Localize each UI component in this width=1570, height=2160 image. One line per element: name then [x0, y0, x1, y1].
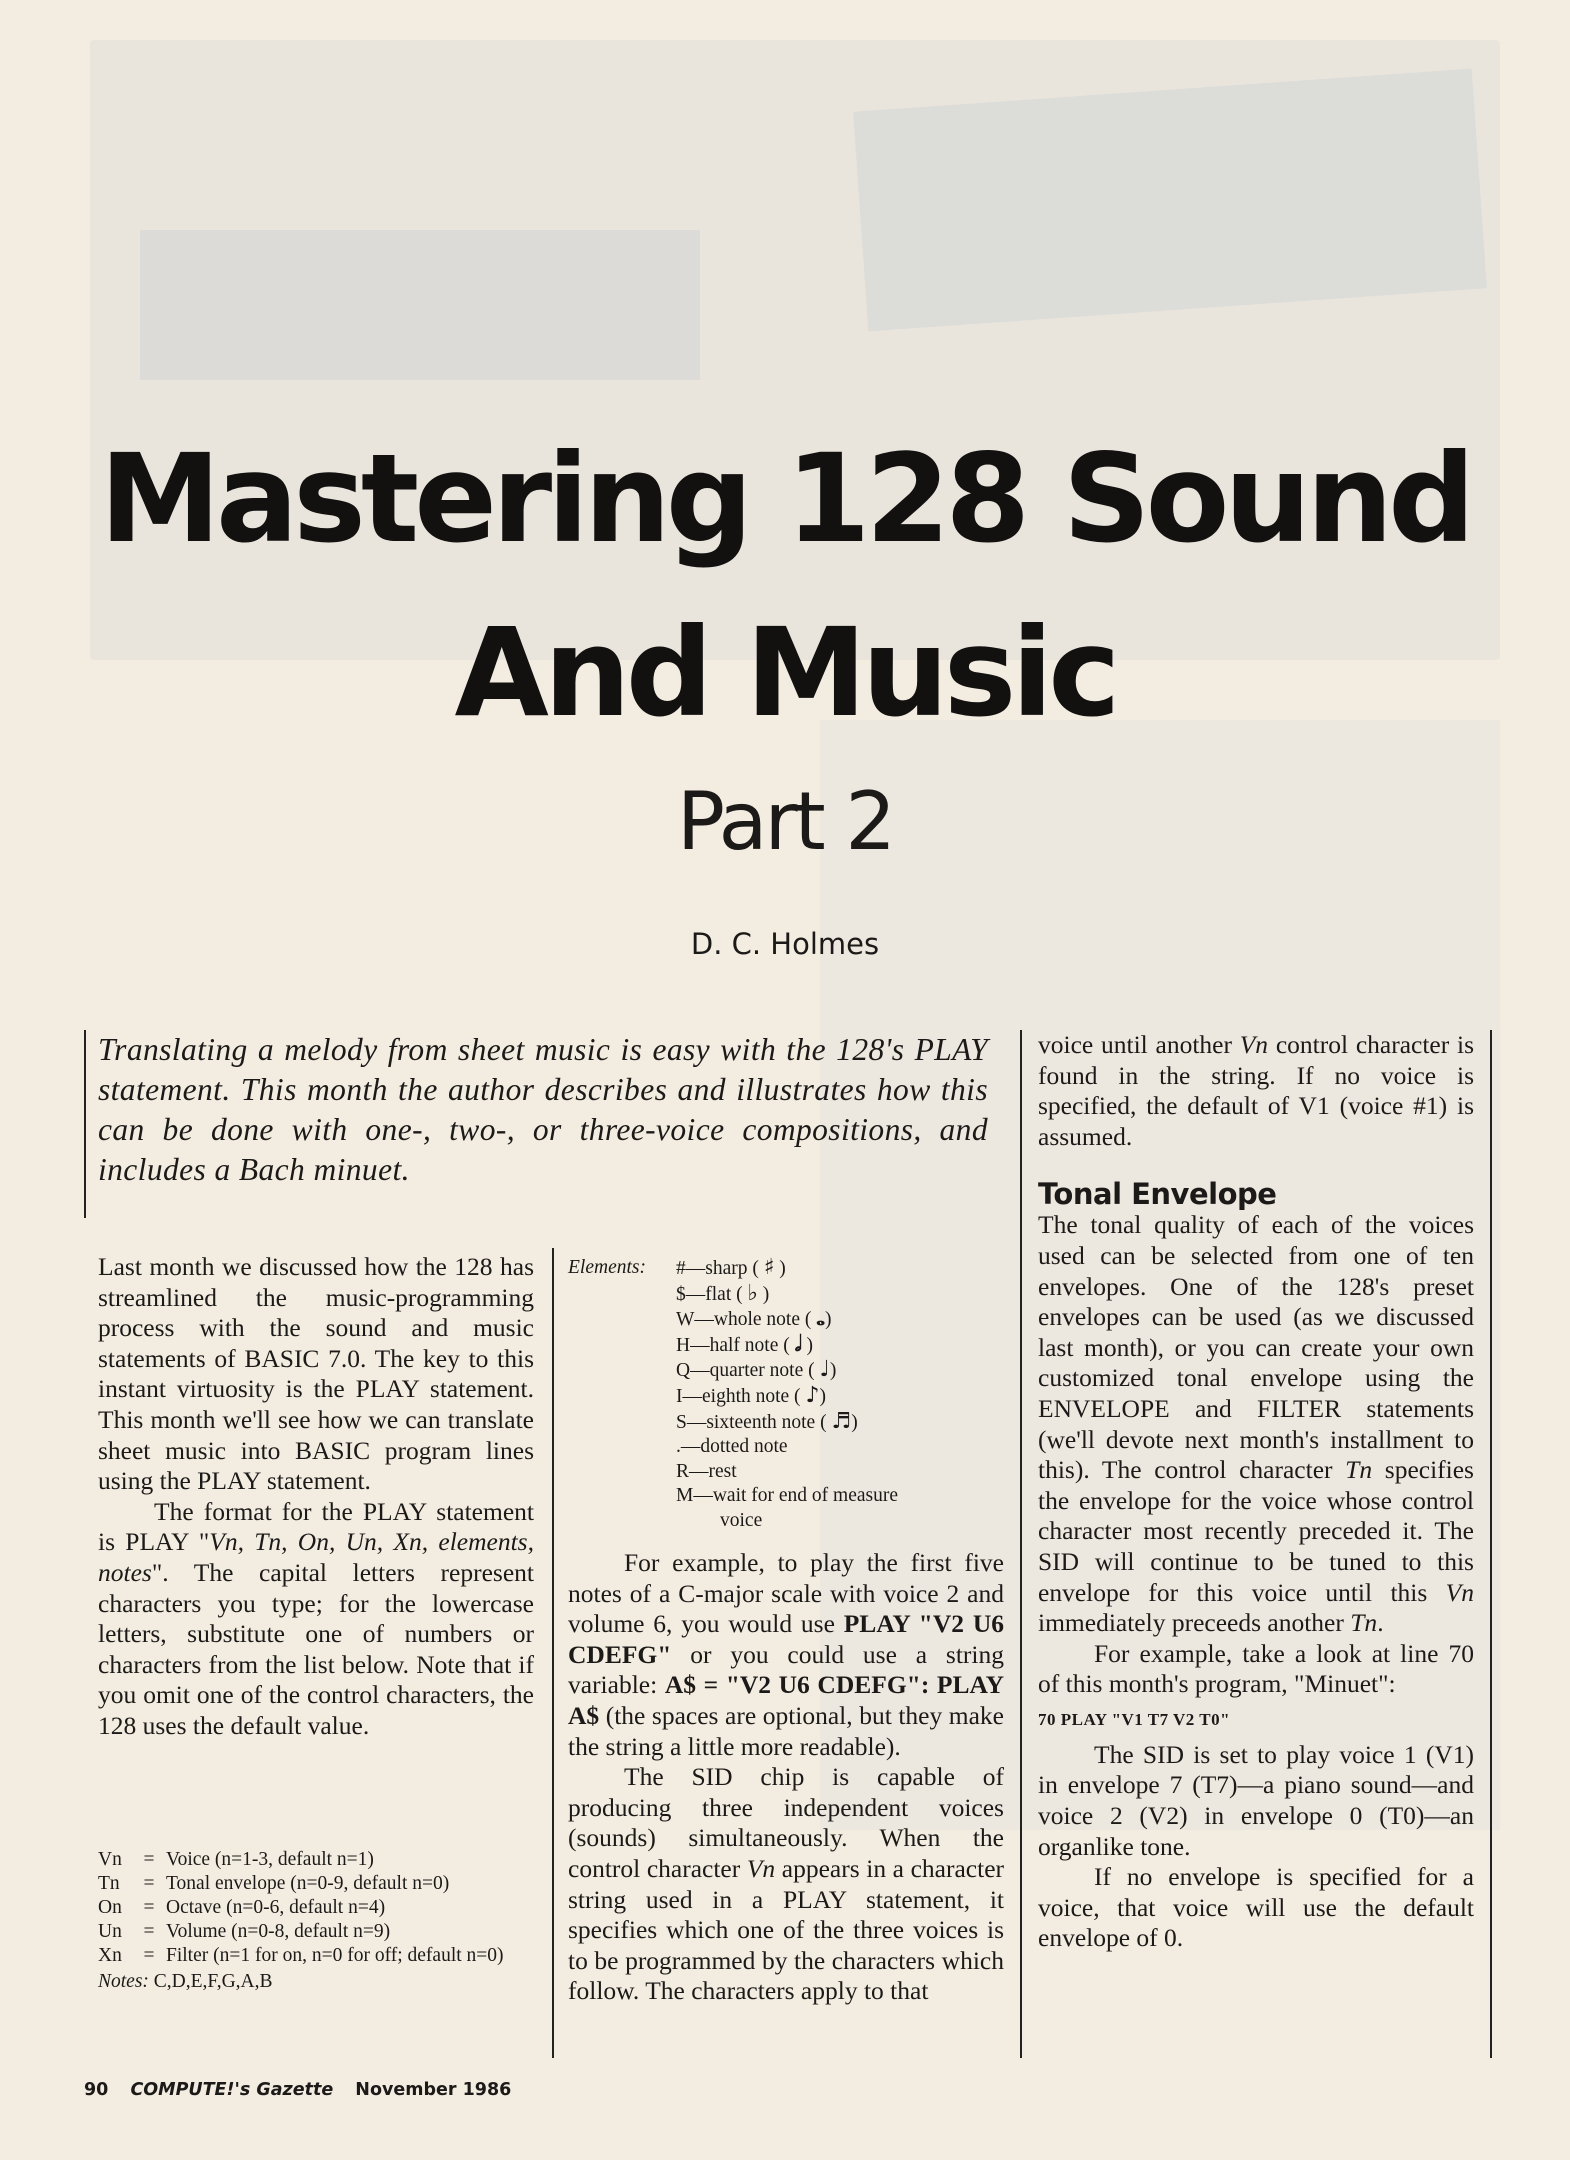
element-close: )	[819, 1385, 826, 1407]
element-spacer	[568, 1307, 676, 1333]
element-text: M—wait for end of measure	[676, 1485, 899, 1507]
element-row	[568, 1410, 1008, 1436]
element-spacer	[568, 1460, 676, 1485]
col2-code-1: PLAY "V2 U6 CDEFG"	[568, 1609, 1004, 1669]
element-spacer	[568, 1435, 676, 1460]
column-rule-2	[1020, 1030, 1022, 2058]
control-row	[98, 1848, 538, 1872]
element-spacer	[568, 1384, 676, 1410]
element-row	[568, 1333, 1008, 1359]
control-desc: Voice (n=1-3, default n=1)	[166, 1849, 374, 1870]
control-desc: Octave (n=0-6, default n=4)	[166, 1897, 386, 1918]
element-row	[568, 1435, 1008, 1460]
col3-p2-text-d: .	[1377, 1608, 1384, 1638]
element-spacer	[568, 1333, 676, 1359]
col2-p1-text-b: or you could use a string variable:	[568, 1639, 1004, 1700]
col2-paragraph-2	[568, 1762, 1004, 2007]
element-row	[568, 1307, 1008, 1333]
col2-p2-text-a: The SID chip is capable of producing three independent voices (sounds) simultaneously. When the control character	[568, 1762, 1004, 1883]
column-rule-1	[552, 1248, 554, 2058]
page-footer	[84, 2080, 527, 2100]
col3-p1-text-b: control character is found in the string. If no voice is specified, the default of V1 (voice #1) is assumed.	[1038, 1030, 1474, 1151]
col3-p2-text-c: immediately preceeds another	[1038, 1608, 1351, 1638]
element-continuation: voice	[720, 1509, 763, 1531]
article-subtitle: Part 2	[676, 775, 894, 868]
bleed-through-graphic	[140, 230, 700, 380]
control-eq: =	[143, 1897, 155, 1918]
element-close: )	[762, 1283, 770, 1305]
sixteenth-note-icon: ♬	[831, 1408, 852, 1434]
bleed-through-banner	[853, 69, 1487, 332]
element-text: H—half note (	[676, 1334, 790, 1356]
section-heading-tonal-envelope: Tonal Envelope	[1038, 1177, 1277, 1212]
control-eq: =	[143, 1945, 155, 1966]
element-text: W—whole note (	[676, 1309, 812, 1331]
col3-p2-tn: Tn	[1345, 1455, 1373, 1485]
column-2	[568, 1548, 1004, 2007]
col3-paragraph-4: The SID is set to play voice 1 (V1) in envelope 7 (T7)—a piano sound—and voice 2 (V2) in envelope 0 (T0)—an organlike tone.	[1038, 1739, 1474, 1861]
element-text: Q—quarter note (	[676, 1360, 815, 1382]
article-deck: Translating a melody from sheet music is easy with the 128's PLAY statement. This month the author describes and illustrates how this can be done with one-, two-, or three-voice compositions, and includes a Bach minuet.	[98, 1032, 988, 1187]
element-text: $—flat (	[676, 1283, 743, 1305]
page-number: 90	[84, 2080, 109, 2100]
element-close: )	[851, 1411, 858, 1433]
element-item	[676, 1282, 1008, 1308]
control-eq: =	[143, 1849, 155, 1870]
element-item	[676, 1307, 1008, 1333]
control-desc: Filter (n=1 for on, n=0 for off; default n=0)	[166, 1945, 504, 1966]
element-row	[568, 1358, 1008, 1384]
control-character-list	[98, 1848, 538, 1994]
element-item	[676, 1410, 1008, 1436]
col2-p2-vn: Vn	[746, 1853, 776, 1883]
element-text: #—sharp (	[676, 1258, 759, 1279]
control-eq: =	[143, 1873, 155, 1894]
notes-value: C,D,E,F,G,A,B	[153, 1971, 273, 1992]
col3-p1-vn: Vn	[1239, 1030, 1269, 1059]
control-desc: Volume (n=0-8, default n=9)	[166, 1921, 391, 1942]
control-row	[98, 1872, 538, 1896]
article-title-line-1: Mastering 128 Sound	[99, 428, 1471, 570]
col3-paragraph-2	[1038, 1210, 1474, 1638]
eighth-note-icon: ♪	[805, 1382, 820, 1408]
col1-paragraph-1: Last month we discussed how the 128 has streamlined the music-programming process with the sound and music statements of BASIC 7.0. The key to this instant virtuosity is the PLAY statement. This month we'll see how we can translate sheet music into BASIC program lines using the PLAY statement.	[98, 1252, 534, 1496]
col3-paragraph-5: If no envelope is specified for a voice, that voice will use the default envelope of 0.	[1038, 1862, 1474, 1953]
column-rule-3	[1490, 1030, 1492, 2058]
col3-p1-text-a: voice until another	[1038, 1030, 1240, 1059]
whole-note-icon: 𝅝	[816, 1306, 825, 1332]
intro-left-rule	[84, 1030, 86, 1218]
control-key: On	[98, 1897, 122, 1918]
sharp-icon: ♯	[763, 1255, 775, 1280]
element-item	[676, 1333, 1008, 1359]
element-row	[568, 1484, 1008, 1509]
element-text: R—rest	[676, 1460, 737, 1482]
control-desc: Tonal envelope (n=0-9, default n=0)	[166, 1873, 450, 1894]
element-row	[568, 1384, 1008, 1410]
notes-line	[98, 1970, 538, 1994]
control-key: Un	[98, 1921, 122, 1942]
element-text: S—sixteenth note (	[676, 1411, 827, 1433]
element-row	[568, 1460, 1008, 1485]
col3-p2-text-b: specifies the envelope for the voice whose control character most recently preceded it. The SID will continue to be tuned to this envelope for this voice until this	[1038, 1455, 1474, 1607]
notes-label: Notes:	[98, 1971, 149, 1992]
element-item	[676, 1384, 1008, 1410]
control-row	[98, 1944, 538, 1968]
program-line-code: 70 PLAY "V1 T7 V2 T0"	[1038, 1709, 1231, 1729]
elements-label: Elements:	[568, 1257, 646, 1278]
column-1	[98, 1252, 534, 1742]
col2-p2-text-b: appears in a character string used in a PLAY statement, it specifies which one of the three voices is to be programmed by the characters which follow. The characters apply to that	[568, 1853, 1004, 2006]
control-row	[98, 1896, 538, 1920]
control-key: Tn	[98, 1873, 120, 1894]
col2-p1-text-a: For example, to play the first five notes of a C-major scale with voice 2 and volume 6, you would use	[568, 1548, 1004, 1639]
col2-paragraph-1	[568, 1548, 1004, 1762]
element-item	[676, 1256, 1008, 1282]
half-note-icon: 𝅗𝅥	[794, 1331, 802, 1357]
element-row	[568, 1256, 1008, 1282]
flat-icon: ♭	[747, 1280, 758, 1306]
element-text: .—dotted note	[676, 1436, 788, 1458]
control-key: Vn	[98, 1849, 122, 1870]
col1-p2-text-b: ". The capital letters represent characters you type; for the lowercase letters, substitute one of numbers or characters from the list below. Note that if you omit one of the control characters, the 128 uses the default value.	[98, 1557, 534, 1740]
issue-date: November 1986	[355, 2080, 512, 2100]
element-close: )	[779, 1258, 786, 1279]
col1-p2-format: Vn, Tn, On, Un, Xn, elements, notes	[98, 1527, 534, 1587]
element-spacer	[568, 1282, 676, 1308]
element-close: )	[806, 1334, 813, 1356]
element-text: I—eighth note (	[676, 1385, 801, 1407]
col2-p1-text-c: (the spaces are optional, but they make the string a little more readable).	[568, 1700, 1004, 1761]
col1-paragraph-2	[98, 1497, 534, 1742]
col3-p2-text-a: The tonal quality of each of the voices used can be selected from one of ten envelopes. One of the 128's preset envelopes can be used (as we discussed last month), or you can create your own customized tonal envelope using the ENVELOPE and FILTER statements (we'll devote next month's installment to this). The control character	[1038, 1210, 1474, 1485]
col2-code-2: A$ = "V2 U6 CDEFG": PLAY A$	[568, 1670, 1004, 1730]
element-close: )	[825, 1309, 832, 1331]
article-title-line-2: And Music	[454, 602, 1116, 744]
element-spacer	[568, 1358, 676, 1384]
element-row	[568, 1282, 1008, 1308]
control-key: Xn	[98, 1945, 122, 1966]
elements-list	[568, 1256, 1008, 1534]
col3-paragraph-1	[1038, 1030, 1474, 1152]
control-eq: =	[143, 1921, 155, 1942]
col3-p2-tn2: Tn	[1350, 1608, 1378, 1638]
element-close: )	[829, 1360, 837, 1382]
author-byline: D. C. Holmes	[690, 927, 880, 961]
col1-p2-text-a: The format for the PLAY statement is PLAY "	[98, 1496, 534, 1557]
column-3	[1038, 1030, 1474, 1954]
col3-p2-vn: Vn	[1445, 1577, 1474, 1607]
element-item	[676, 1358, 1008, 1384]
element-spacer	[568, 1484, 676, 1509]
magazine-name: COMPUTE!'s Gazette	[130, 2080, 334, 2100]
control-row	[98, 1920, 538, 1944]
quarter-note-icon: ♩	[819, 1357, 830, 1383]
col3-paragraph-3: For example, take a look at line 70 of this month's program, "Minuet":	[1038, 1638, 1474, 1699]
element-spacer	[568, 1410, 676, 1436]
